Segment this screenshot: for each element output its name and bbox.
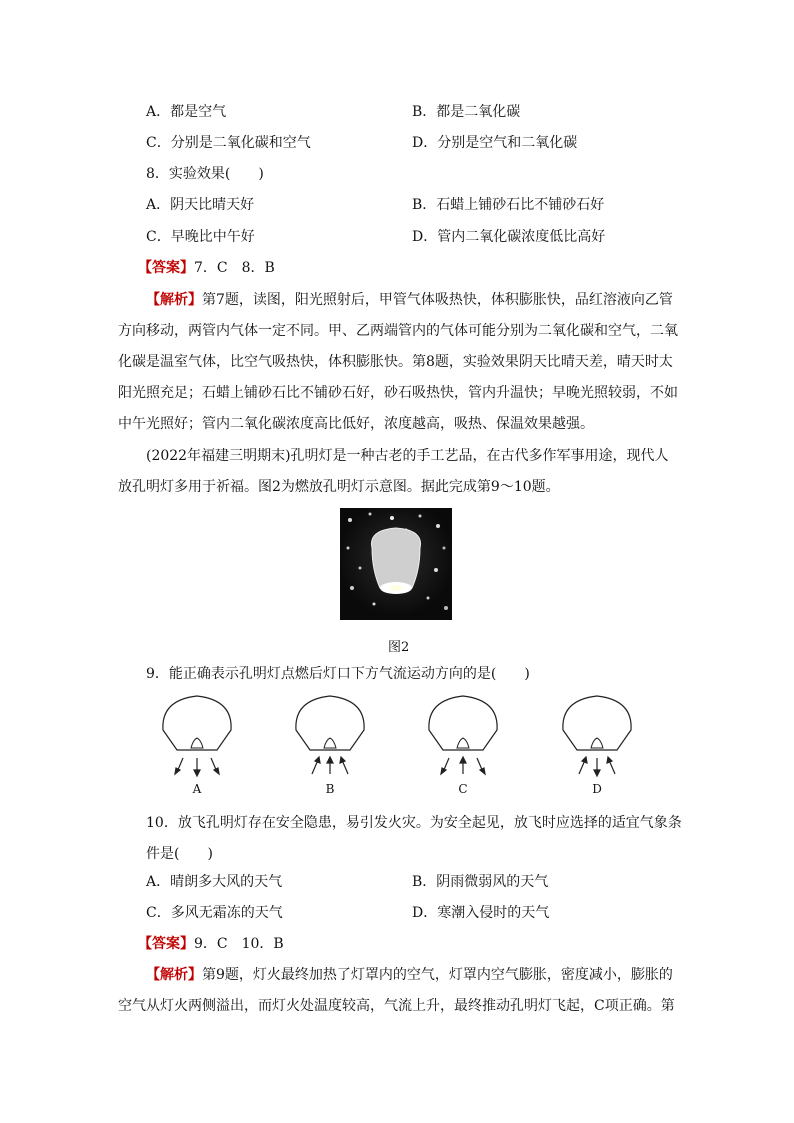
intro-text: (2022年福建三明期末)孔明灯是一种古老的手工艺品，在古代多作军事用途，现代人放孔明灯多用于祈福。图2为燃放孔明灯示意图。据此完成第9～10题。	[118, 448, 669, 495]
diagram-label-a: A	[192, 782, 202, 796]
analysis-tag: 【解析】	[146, 292, 202, 308]
analysis-text: 第9题，灯火最终加热了灯罩内的空气，灯罩内空气膨胀，密度减小，膨胀的空气从灯火两侧溢出，而灯火处温度较高，气流上升，最终推动孔明灯飞起，C项正确。第	[118, 967, 675, 1014]
q7-option-a: A．都是空气	[146, 104, 227, 120]
analysis-text: 第7题，读图，阳光照射后，甲管气体吸热快，体积膨胀快，品红溶液向乙管方向移动，两管内气体一定不同。甲、乙两端管内的气体可能分别为二氧化碳和空气，二氧化碳是温室气体，比空气吸热快，体积膨胀快。第8题，实验效果阴天比晴天差，晴天时太阳光照充足；石蜡上铺砂石比不铺砂石好，砂石吸热快，管内升温快；早晚光照较弱，不如中午光照好；管内二氧化碳浓度高比低好，浓度越高，吸热、保温效果越强。	[118, 292, 678, 432]
answer-tag: 【答案】	[138, 936, 194, 952]
q8-option-a: A．阴天比晴天好	[146, 197, 255, 213]
answer-text: 7．C 8．B	[194, 260, 275, 276]
answer-7-8	[138, 258, 275, 278]
q10-stem: 10．放飞孔明灯存在安全隐患，易引发火灾。为安全起见，放飞时应选择的适宜气象条件是( )	[146, 815, 682, 862]
sky-lantern-image	[340, 508, 452, 620]
q8-stem: 8．实验效果( )	[146, 166, 264, 182]
q7-option-d: D．分别是空气和二氧化碳	[412, 135, 578, 151]
diagram-label-d: D	[592, 782, 602, 796]
answer-tag: 【答案】	[138, 260, 194, 276]
q8-option-c: C．早晚比中午好	[146, 229, 255, 245]
intro-paragraph	[118, 441, 678, 503]
q8-option-b: B．石蜡上铺砂石比不铺砂石好	[412, 197, 605, 213]
answer-text: 9．C 10．B	[194, 936, 284, 952]
analysis-7-8	[118, 285, 678, 440]
q10-option-a: A．晴朗多大风的天气	[146, 874, 283, 890]
analysis-tag: 【解析】	[146, 967, 202, 983]
q10-option-c: C．多风无霜冻的天气	[146, 905, 283, 921]
analysis-9-10	[118, 960, 678, 1022]
sky-lantern-photo	[340, 508, 452, 620]
q8-option-d: D．管内二氧化碳浓度低比高好	[412, 229, 606, 245]
figure-caption: 图2	[388, 640, 410, 655]
q9-stem: 9．能正确表示孔明灯点燃后灯口下方气流运动方向的是( )	[146, 666, 530, 682]
diagram-label-c: C	[458, 782, 468, 796]
q10-option-d: D．寒潮入侵时的天气	[412, 905, 550, 921]
answer-9-10	[138, 934, 284, 954]
q7-option-b: B．都是二氧化碳	[412, 104, 521, 120]
diagram-label-b: B	[325, 782, 335, 796]
q7-option-c: C．分别是二氧化碳和空气	[146, 135, 311, 151]
q10-option-b: B．阴雨微弱风的天气	[412, 874, 549, 890]
